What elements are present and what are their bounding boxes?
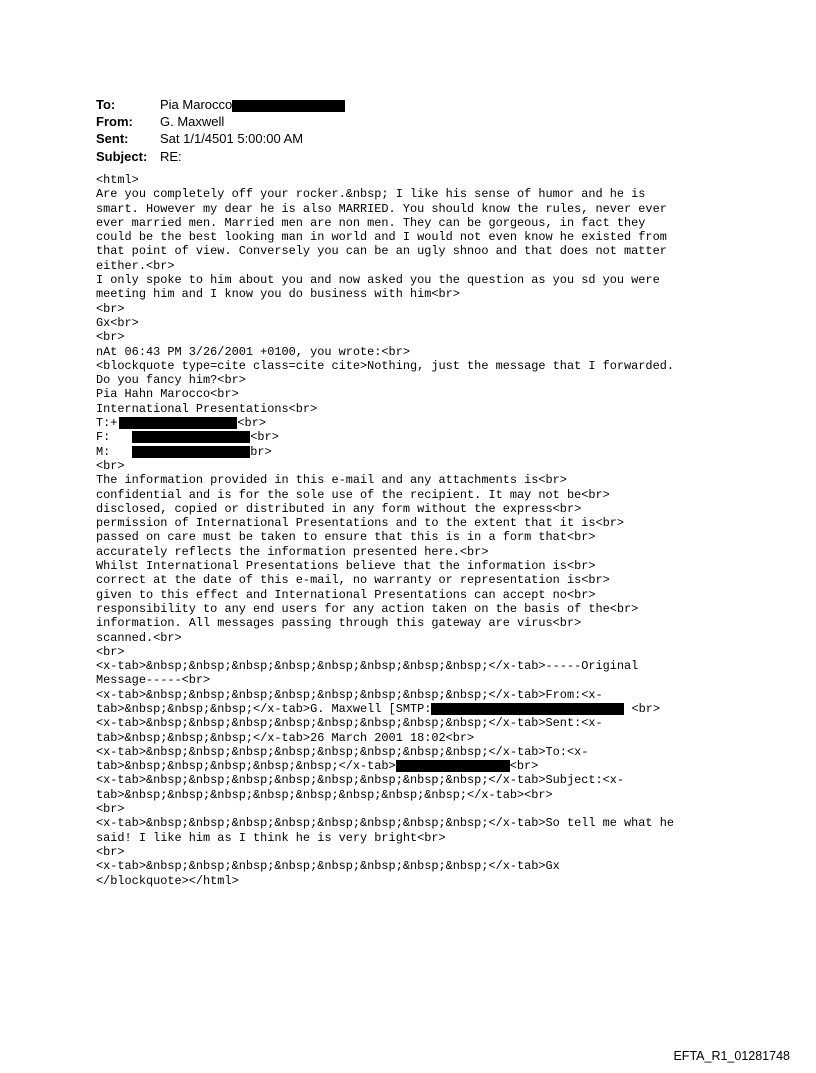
body-line bbox=[96, 202, 796, 216]
body-line bbox=[96, 473, 796, 487]
body-line-text: scanned.<br> bbox=[96, 630, 182, 645]
body-line bbox=[96, 759, 796, 773]
body-line bbox=[96, 530, 796, 544]
sent-row bbox=[96, 130, 345, 147]
body-line bbox=[96, 845, 796, 859]
from-value: G. Maxwell bbox=[160, 114, 225, 130]
body-line bbox=[96, 244, 796, 258]
body-line bbox=[96, 631, 796, 645]
body-line bbox=[96, 816, 796, 830]
body-line bbox=[96, 773, 796, 787]
body-line-text: nAt 06:43 PM 3/26/2001 +0100, you wrote:<br> bbox=[96, 344, 410, 359]
body-line-text: <x-tab>&nbsp;&nbsp;&nbsp;&nbsp;&nbsp;&nbsp;&nbsp;&nbsp;</x-tab>To:<x- bbox=[96, 744, 589, 759]
body-line bbox=[96, 259, 796, 273]
body-line bbox=[96, 287, 796, 301]
body-line-text: The information provided in this e-mail and any attachments is<br> bbox=[96, 473, 567, 488]
body-line-suffix: <br> bbox=[509, 759, 539, 774]
body-line bbox=[96, 216, 796, 230]
body-line-text: disclosed, copied or distributed in any form without the express<br> bbox=[96, 501, 582, 516]
document-id: EFTA_R1_01281748 bbox=[673, 1049, 790, 1063]
body-line-text: F: bbox=[96, 430, 111, 445]
body-line-text: I only spoke to him about you and now asked you the question as you sd you were bbox=[96, 273, 660, 288]
redaction-bar bbox=[132, 446, 250, 458]
body-line-text: <html> bbox=[96, 173, 139, 187]
body-line bbox=[96, 645, 796, 659]
body-line-text: responsibility to any end users for any action taken on the basis of the<br> bbox=[96, 601, 639, 616]
body-line-text: correct at the date of this e-mail, no warranty or representation is<br> bbox=[96, 573, 610, 588]
body-line-text: Whilst International Presentations believe that the information is<br> bbox=[96, 559, 596, 574]
to-label: To: bbox=[96, 97, 116, 113]
body-line bbox=[96, 659, 796, 673]
body-line bbox=[96, 731, 796, 745]
body-line bbox=[96, 330, 796, 344]
body-line-text: T:+ bbox=[96, 416, 118, 431]
body-line bbox=[96, 373, 796, 387]
body-line bbox=[96, 559, 796, 573]
body-line bbox=[96, 459, 796, 473]
body-line bbox=[96, 545, 796, 559]
body-line-text: <x-tab>&nbsp;&nbsp;&nbsp;&nbsp;&nbsp;&nbsp;&nbsp;&nbsp;</x-tab>Sent:<x- bbox=[96, 716, 603, 731]
body-line-text: <x-tab>&nbsp;&nbsp;&nbsp;&nbsp;&nbsp;&nbsp;&nbsp;&nbsp;</x-tab>From:<x- bbox=[96, 687, 603, 702]
body-line-text: that point of view. Conversely you can be an ugly shnoo and that does not matter bbox=[96, 244, 667, 259]
body-line-text: <x-tab>&nbsp;&nbsp;&nbsp;&nbsp;&nbsp;&nbsp;&nbsp;&nbsp;</x-tab>So tell me what he bbox=[96, 816, 674, 831]
body-line bbox=[96, 516, 796, 530]
from-row bbox=[96, 113, 345, 130]
redaction-bar bbox=[232, 100, 345, 112]
to-name: Pia Marocco bbox=[160, 97, 233, 113]
body-line-text: could be the best looking man in world and I would not even know he existed from bbox=[96, 230, 667, 245]
body-line-text: smart. However my dear he is also MARRIED. You should know the rules, never ever bbox=[96, 201, 667, 216]
body-line-suffix: <br> bbox=[250, 430, 279, 445]
body-line-text: Gx<br> bbox=[96, 315, 139, 330]
body-line-text: International Presentations<br> bbox=[96, 401, 318, 416]
body-line-text: tab>&nbsp;&nbsp;&nbsp;&nbsp;&nbsp;&nbsp;&nbsp;&nbsp;</x-tab><br> bbox=[96, 787, 553, 802]
body-line-text: M: bbox=[96, 444, 111, 459]
body-line-text: <br> bbox=[96, 330, 125, 345]
body-line bbox=[96, 187, 796, 201]
email-header bbox=[96, 96, 345, 165]
body-line bbox=[96, 588, 796, 602]
body-line-text: tab>&nbsp;&nbsp;&nbsp;</x-tab>G. Maxwell [SMTP: bbox=[96, 701, 432, 716]
body-line-text: Message-----<br> bbox=[96, 673, 211, 688]
body-line bbox=[96, 502, 796, 516]
redaction-bar bbox=[119, 417, 237, 429]
body-line-text: given to this effect and International Presentations can accept no<br> bbox=[96, 587, 596, 602]
body-line-text: confidential and is for the sole use of the recipient. It may not be<br> bbox=[96, 487, 610, 502]
redaction-bar bbox=[396, 760, 510, 772]
body-line bbox=[96, 230, 796, 244]
body-line bbox=[96, 702, 796, 716]
body-line bbox=[96, 387, 796, 401]
body-line bbox=[96, 402, 796, 416]
body-line-suffix: br> bbox=[250, 444, 272, 459]
body-line bbox=[96, 788, 796, 802]
body-line bbox=[96, 602, 796, 616]
body-line-text: meeting him and I know you do business with him<br> bbox=[96, 287, 460, 302]
body-line-text: said! I like him as I think he is very bright<br> bbox=[96, 830, 446, 845]
body-line bbox=[96, 616, 796, 630]
body-line-text: information. All messages passing through this gateway are virus<br> bbox=[96, 616, 582, 631]
to-row bbox=[96, 96, 345, 113]
sent-value: Sat 1/1/4501 5:00:00 AM bbox=[160, 131, 304, 147]
subject-label: Subject: bbox=[96, 148, 148, 164]
body-line bbox=[96, 874, 796, 888]
body-line-suffix: <br> bbox=[237, 416, 266, 431]
body-line-text: <x-tab>&nbsp;&nbsp;&nbsp;&nbsp;&nbsp;&nbsp;&nbsp;&nbsp;</x-tab>-----Original bbox=[96, 659, 639, 674]
body-line bbox=[96, 573, 796, 587]
body-line-text: <br> bbox=[96, 802, 125, 817]
body-line bbox=[96, 445, 796, 459]
body-line bbox=[96, 316, 796, 330]
body-line-text: Do you fancy him?<br> bbox=[96, 373, 246, 388]
body-line bbox=[96, 302, 796, 316]
body-line-text: <br> bbox=[96, 844, 125, 859]
subject-row bbox=[96, 148, 345, 165]
body-line-text: <x-tab>&nbsp;&nbsp;&nbsp;&nbsp;&nbsp;&nbsp;&nbsp;&nbsp;</x-tab>Subject:<x- bbox=[96, 773, 625, 788]
sent-label: Sent: bbox=[96, 131, 129, 147]
body-line-text: <br> bbox=[96, 644, 125, 659]
redaction-bar bbox=[431, 703, 624, 715]
redaction-bar bbox=[132, 431, 250, 443]
body-line bbox=[96, 359, 796, 373]
body-line bbox=[96, 488, 796, 502]
body-line-text: tab>&nbsp;&nbsp;&nbsp;&nbsp;&nbsp;</x-tab> bbox=[96, 759, 396, 774]
body-line-text: <br> bbox=[96, 301, 125, 316]
body-line-text: Pia Hahn Marocco<br> bbox=[96, 387, 239, 402]
body-line bbox=[96, 745, 796, 759]
body-line bbox=[96, 859, 796, 873]
body-line bbox=[96, 831, 796, 845]
body-line-text: ever married men. Married men are non men. They can be gorgeous, in fact they bbox=[96, 215, 646, 230]
body-line-suffix: <br> bbox=[624, 701, 661, 716]
body-line-text: <x-tab>&nbsp;&nbsp;&nbsp;&nbsp;&nbsp;&nbsp;&nbsp;&nbsp;</x-tab>Gx bbox=[96, 859, 560, 874]
subject-value: RE: bbox=[160, 148, 182, 164]
body-line bbox=[96, 673, 796, 687]
body-line-text: <blockquote type=cite class=cite cite>Nothing, just the message that I forwarded. bbox=[96, 358, 674, 373]
to-value bbox=[160, 97, 345, 112]
body-line-text: accurately reflects the information presented here.<br> bbox=[96, 544, 489, 559]
body-line-text: either.<br> bbox=[96, 258, 175, 273]
body-line bbox=[96, 688, 796, 702]
body-line-text: passed on care must be taken to ensure that this is in a form that<br> bbox=[96, 530, 596, 545]
body-line bbox=[96, 273, 796, 287]
body-line-text: </blockquote></html> bbox=[96, 873, 239, 888]
body-line-text: permission of International Presentations and to the extent that it is<br> bbox=[96, 516, 625, 531]
body-line bbox=[96, 416, 796, 430]
email-body bbox=[96, 173, 796, 888]
body-line bbox=[96, 716, 796, 730]
body-line bbox=[96, 430, 796, 444]
body-line bbox=[96, 802, 796, 816]
body-line-text: <br> bbox=[96, 458, 125, 473]
body-line-text: Are you completely off your rocker.&nbsp; I like his sense of humor and he is bbox=[96, 187, 646, 202]
from-label: From: bbox=[96, 114, 133, 130]
body-line bbox=[96, 345, 796, 359]
body-line-text: tab>&nbsp;&nbsp;&nbsp;</x-tab>26 March 2001 18:02<br> bbox=[96, 730, 475, 745]
body-line bbox=[96, 173, 796, 187]
